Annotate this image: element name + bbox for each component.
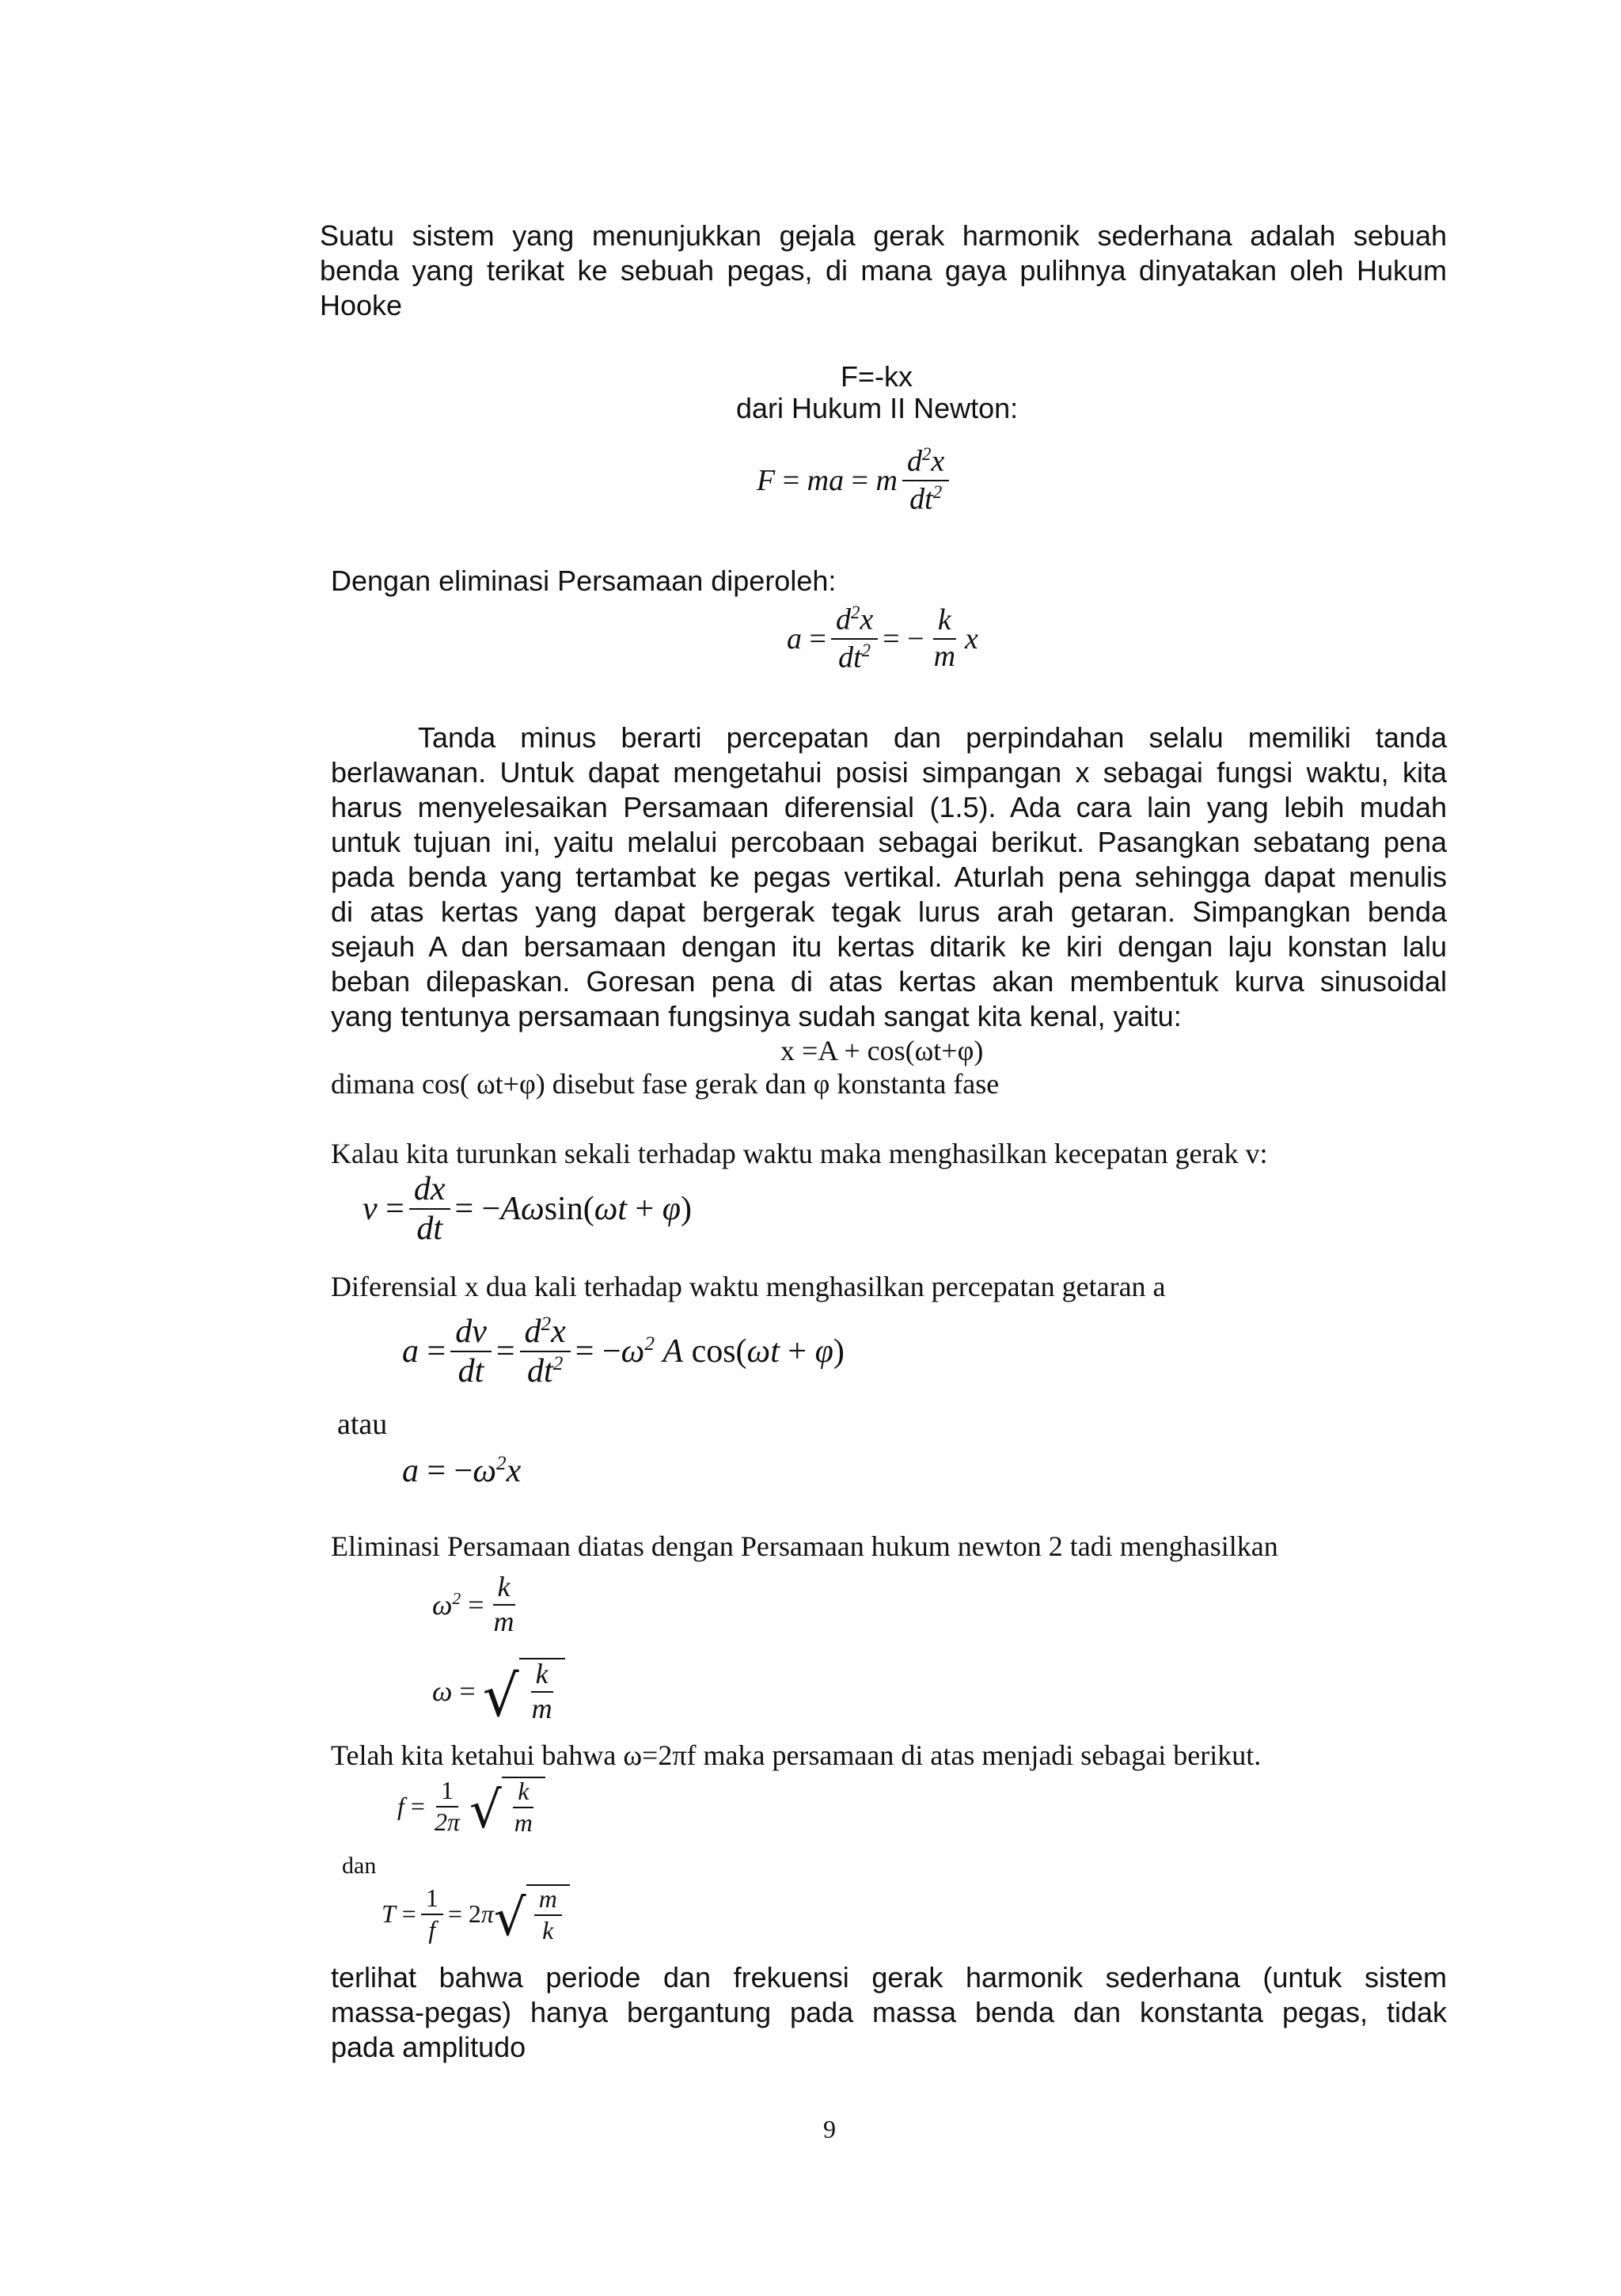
text-line: Suatu sistem yang menunjukkan gejala gerak harmonik sederhana adalah sebuah [320, 219, 1447, 252]
frequency-equation: f = $\frac{1}{2\pi}$ √ $\frac{k}{m}$ [397, 1777, 545, 1836]
text-line: terlihat bahwa periode dan frekuensi gerak harmonik sederhana (untuk sistem [331, 1961, 1447, 1994]
omega-equation: ω = √ $\frac{k}{m}$ [432, 1658, 565, 1724]
omega-squared-equation: $\omega^2$ = $\frac{k}{m}$ [432, 1571, 514, 1637]
elimination2-caption: Eliminasi Persamaan diatas dengan Persamaan hukum newton 2 tadi menghasilkan [331, 1530, 1278, 1562]
atau-label: atau [337, 1408, 388, 1441]
text-line: Hooke [320, 289, 403, 321]
acceleration-full-equation: a = $\frac{dv}{dt}$ = $\frac{d^2x}{dt^2}$ = − $\omega^2$ A cos( ωt + φ ) [402, 1313, 845, 1390]
conclusion-paragraph [331, 1960, 1447, 2065]
newton-caption: dari Hukum II Newton: [736, 392, 1019, 424]
acceleration-caption: Diferensial x dua kali terhadap waktu menghasilkan percepatan getaran a [331, 1271, 1166, 1302]
text-line: berlawanan. Untuk dapat mengetahui posisi simpangan x sebagai fungsi waktu, kita [331, 756, 1447, 789]
text-line: harus menyelesaikan Persamaan diferensial (1.5). Ada cara lain yang lebih mudah [331, 791, 1447, 823]
period-equation: T = $\frac{1}{f}$ = 2 π √ $\frac{m}{k}$ [382, 1884, 570, 1944]
elimination-caption: Dengan eliminasi Persamaan diperoleh: [331, 564, 837, 597]
page-number: 9 [823, 2115, 836, 2143]
text-line: yang tentunya persamaan fungsinya sudah sangat kita kenal, yaitu: [331, 1000, 1182, 1032]
omega-caption: Telah kita ketahui bahwa ω=2πf maka persamaan di atas menjadi sebagai berikut. [331, 1739, 1262, 1771]
text-line: untuk tujuan ini, yaitu melalui percobaan sebagai berikut. Pasangkan sebatang pena [331, 826, 1447, 858]
body-paragraph [331, 720, 1447, 1034]
text-line: pada amplitudo [331, 2031, 526, 2063]
text-line: sejauh A dan bersamaan dengan itu kertas ditarik ke kiri dengan laju konstan lalu [331, 930, 1447, 963]
text-line: di atas kertas yang dapat bergerak tegak lurus arah getaran. Simpangkan benda [331, 895, 1447, 928]
hooke-equation: F=-kx [841, 360, 913, 393]
dan-label: dan [342, 1853, 377, 1879]
phase-line: dimana cos( ωt+φ) disebut fase gerak dan φ konstanta fase [331, 1068, 1000, 1100]
text-line: Tanda minus berarti percepatan dan perpindahan selalu memiliki tanda [418, 721, 1447, 754]
text-line: benda yang terikat ke sebuah pegas, di mana gaya pulihnya dinyatakan oleh Hukum [320, 254, 1447, 287]
text-line: pada benda yang tertambat ke pegas vertikal. Aturlah pena sehingga dapat menulis [331, 861, 1447, 893]
text-line: beban dilepaskan. Goresan pena di atas kertas akan membentuk kurva sinusoidal [331, 965, 1447, 998]
acceleration-equation: a = $\frac{d^2x}{dt^2}$ = − $\frac{k}{m}$ x [787, 603, 978, 675]
newton-equation: F = ma = m $\frac{d^2x}{dt^2}$ [757, 445, 954, 515]
intro-paragraph [320, 219, 1447, 323]
position-equation: x =A + cos(ωt+φ) [780, 1035, 984, 1066]
velocity-caption: Kalau kita turunkan sekali terhadap waktu maka menghasilkan kecepatan gerak v: [331, 1138, 1268, 1169]
text-line: massa-pegas) hanya bergantung pada massa benda dan konstanta pegas, tidak [331, 1996, 1447, 2028]
simple-acceleration-equation: a = − $\omega^2x$ [402, 1453, 522, 1489]
velocity-equation: v = $\frac{dx}{dt}$ = − Aω sin( ωt + φ ) [363, 1171, 692, 1248]
